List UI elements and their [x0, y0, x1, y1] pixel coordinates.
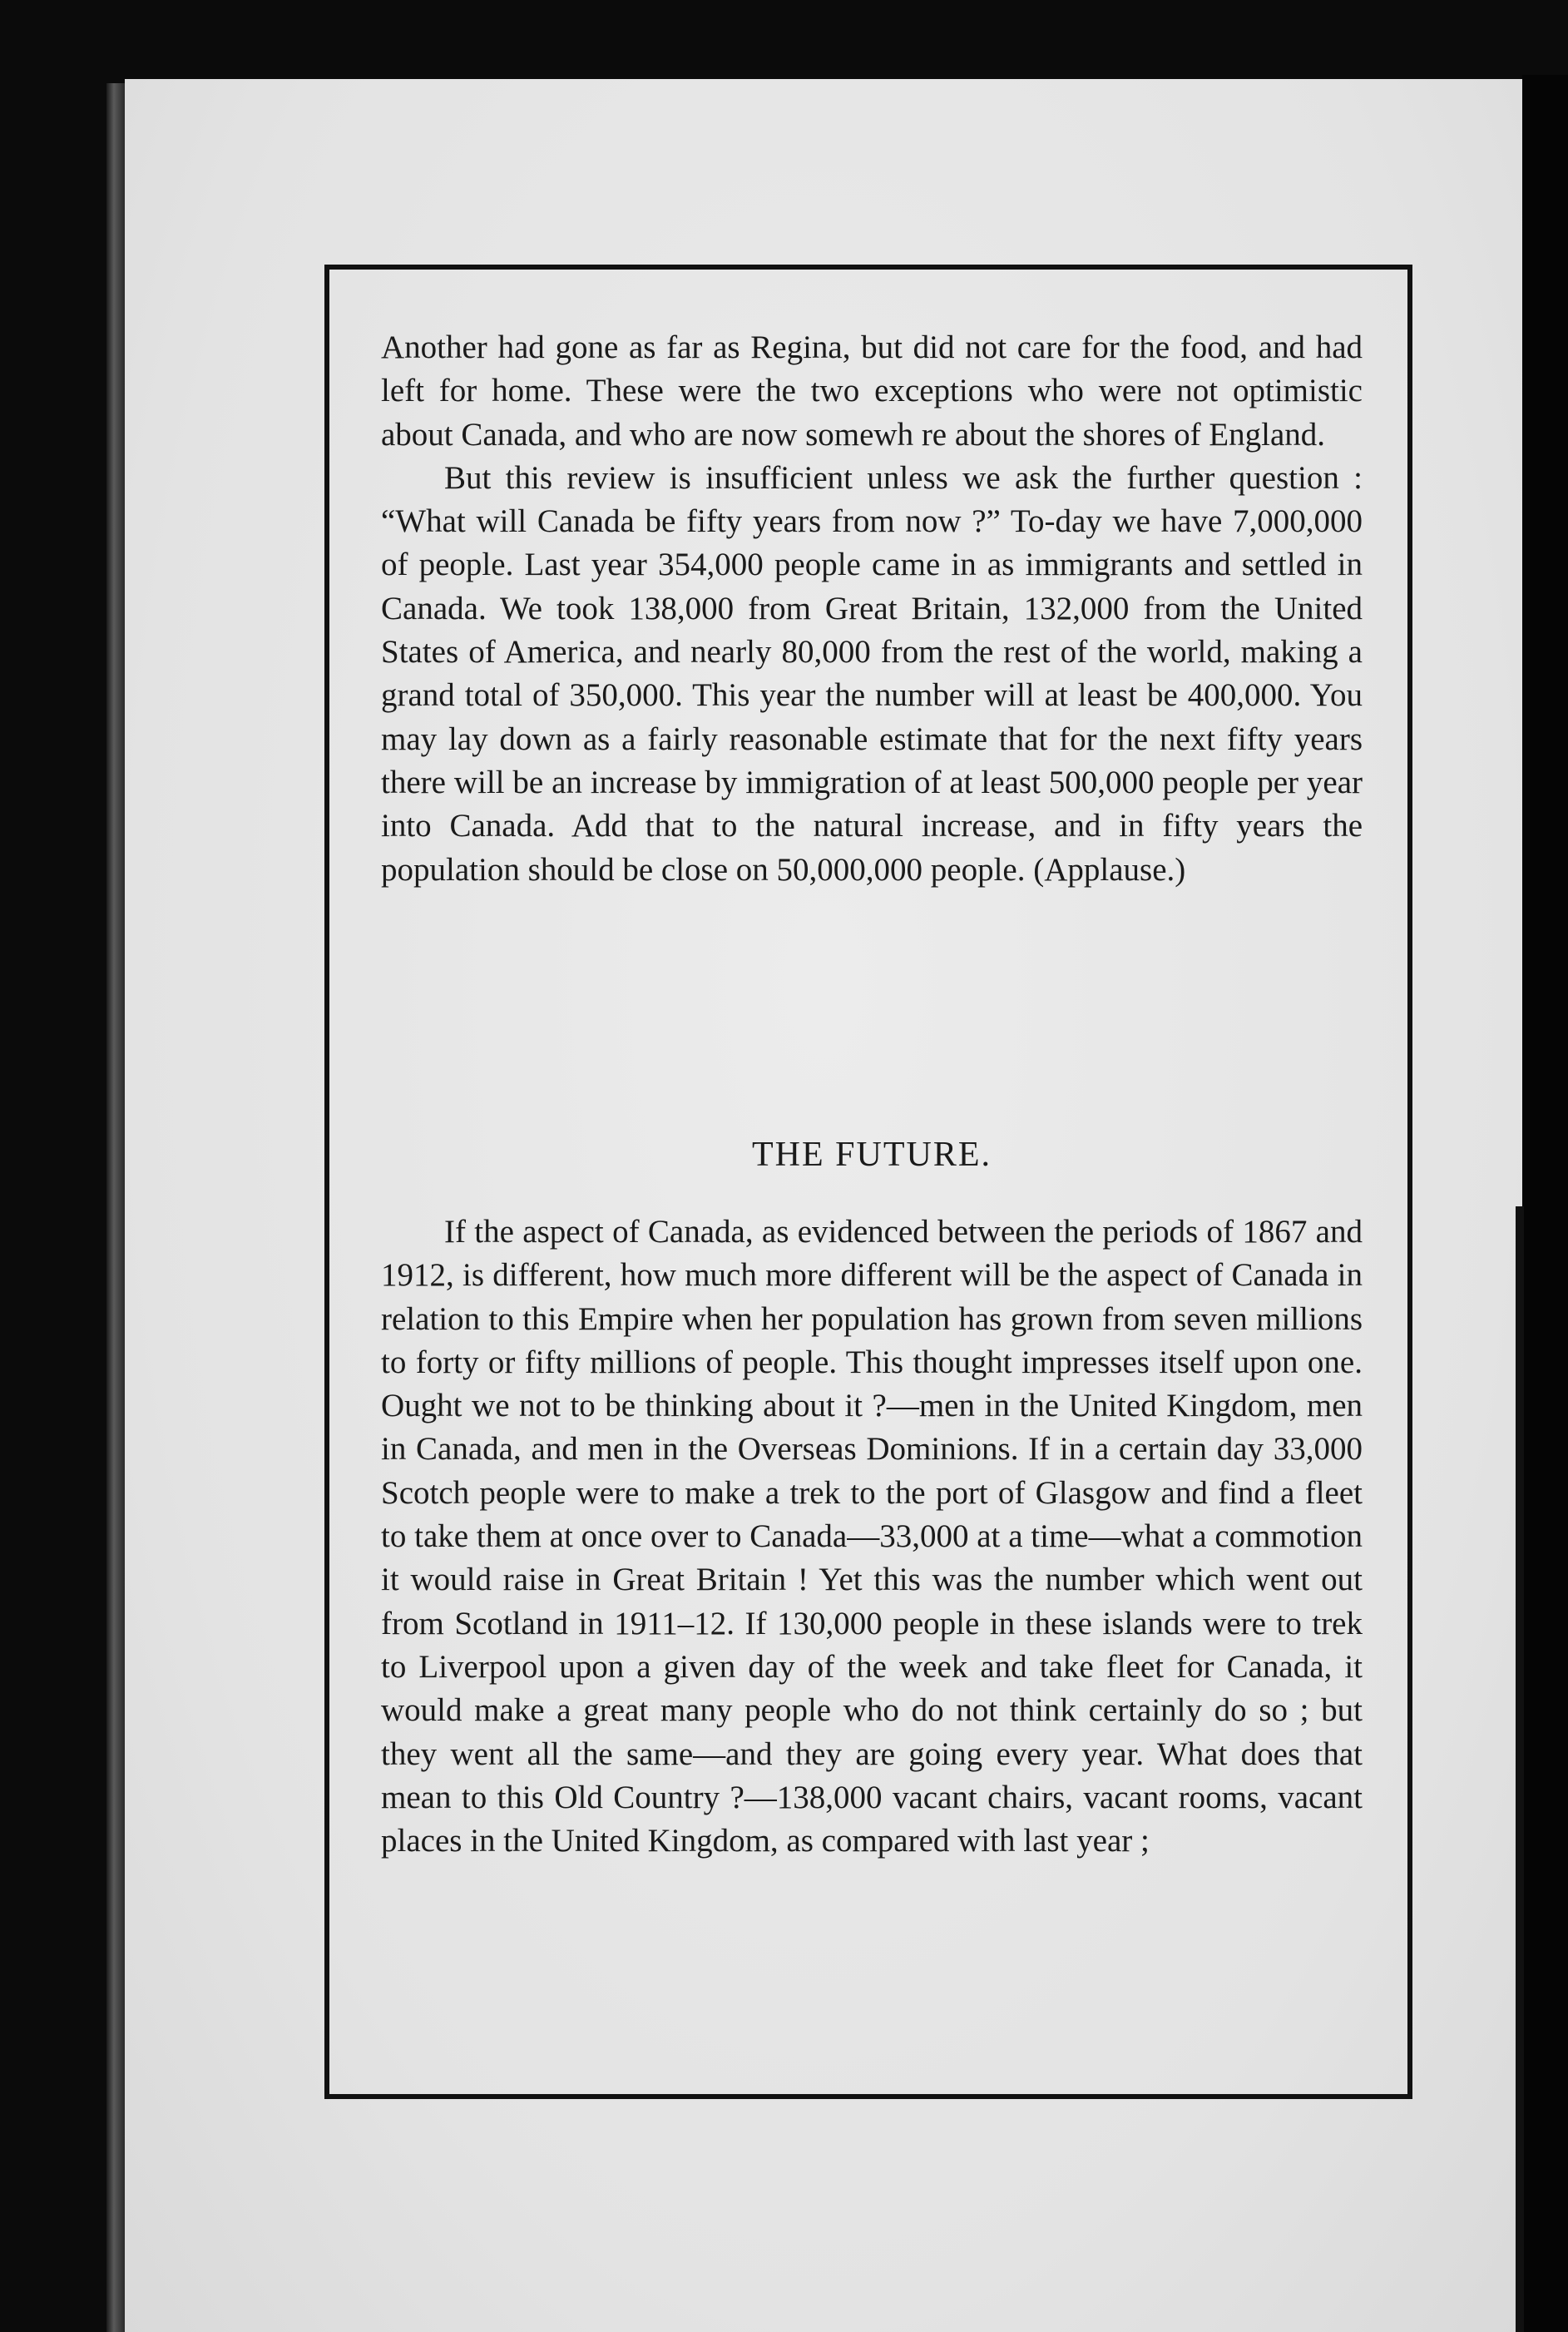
scan-right-line	[1516, 1206, 1524, 2332]
text-block-upper	[381, 326, 1363, 892]
text-block-lower	[381, 1211, 1363, 1863]
scan-left-edge	[106, 83, 125, 2332]
paragraph-review: But this review is insufficient unless we ask the further question : “What will Canada be fifty years from now ?” To-day we have 7,000,000 of people. Last year 354,000 people came in as immigrants and settled in Canada. We took 138,000 from Great Britain, 132,000 from the United States of America, and nearly 80,000 from the rest of the world, making a grand total of 350,000. This year the number will at least be 400,000. You may lay down as a fairly reasonable estimate that for the next fifty years there will be an increase by immigration of at least 500,000 people per year into Canada. Add that to the natural increase, and in fifty years the population should be close on 50,000,000 people. (Applause.)	[381, 459, 1363, 888]
scan-right-edge	[1522, 75, 1568, 2332]
paragraph-continuation: Another had gone as far as Regina, but did not care for the food, and had left for home. These were the two exceptions who were not optimistic about Canada, and who are now somewh re about the shores of England.	[381, 329, 1363, 453]
paragraph-future: If the aspect of Canada, as evidenced between the periods of 1867 and 1912, is different, how much more different will be the aspect of Canada in relation to this Empire when her population has grown from seven millions to forty or fifty millions of people. This thought impresses itself upon one. Ought we not to be thinking about it ?—men in the United Kingdom, men in Canada, and men in the Overseas Dominions. If in a certain day 33,000 Scotch people were to make a trek to the port of Glasgow and find a fleet to take them at once over to Canada—33,000 at a time—what a commotion it would raise in Great Britain ! Yet this was the number which went out from Scotland in 1911–12. If 130,000 people in these islands were to trek to Liverpool upon a given day of the week and take fleet for Canada, it would make a great many people who do not think certainly do so ; but they went all the same—and they are going every year. What does that mean to this Old Country ?—138,000 vacant chairs, vacant rooms, vacant places in the United Kingdom, as compared with last year ;	[381, 1214, 1363, 1859]
section-heading-the-future: THE FUTURE.	[752, 1136, 992, 1174]
